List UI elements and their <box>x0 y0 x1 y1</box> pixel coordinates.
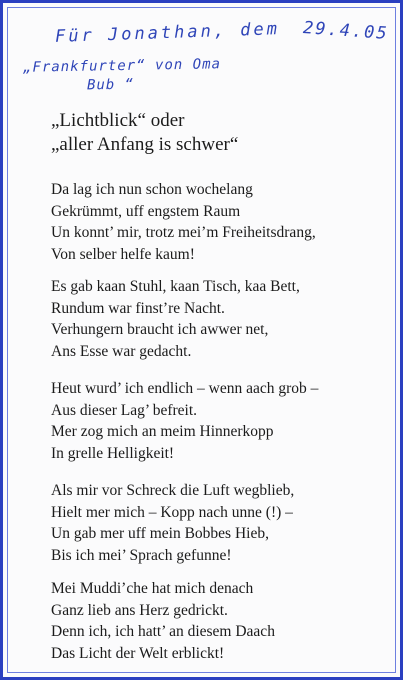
handwritten-dedication-line-2: „Frankfurter“ von Oma <box>22 56 222 76</box>
poem-line: Verhungern braucht ich awwer net, <box>51 321 269 338</box>
poem-line: Hielt mer mich – Kopp nach unne (!) – <box>51 503 293 521</box>
poem-line: Da lag ich nun schon wochelang <box>51 181 253 198</box>
handwritten-dedication-line-3: Bub “ <box>86 76 135 94</box>
poem-line: Es gab kaan Stuhl, kaan Tisch, kaa Bett, <box>51 278 300 295</box>
poem-line: Mei Muddi’che hat mich denach <box>51 580 254 597</box>
stanza-1 <box>51 179 316 265</box>
poem-line: Denn ich, ich hatt’ an diesem Daach <box>51 623 275 640</box>
poem-line: In grelle Helligkeit! <box>51 444 175 462</box>
stanza-4 <box>51 480 294 566</box>
poem-line: Von selber helfe kaum! <box>51 245 195 263</box>
poem-line: Gekrümmt, uff engstem Raum <box>51 202 241 220</box>
poem-line: Un gab mer uff mein Bobbes Hieb, <box>51 525 269 542</box>
poem-line: Rundum war finst’re Nacht. <box>51 299 225 317</box>
poem-line: Als mir vor Schreck die Luft wegblieb, <box>51 482 295 499</box>
poem-line: Ans Esse war gedacht. <box>51 342 192 360</box>
poem-title-line: „Lichtblick“ oder <box>51 110 185 131</box>
handwritten-dedication-line-1: Für Jonathan, dem <box>54 19 281 47</box>
handwritten-date: 29.4.05 <box>302 18 390 44</box>
poem-title-line: „aller Anfang is schwer“ <box>51 134 239 155</box>
poem-line: Heut wurd’ ich endlich – wenn aach grob – <box>51 380 319 397</box>
poem-line: Mer zog mich an meim Hinnerkopp <box>51 423 274 440</box>
stanza-5 <box>51 578 275 664</box>
poem-line: Ganz lieb ans Herz gedrickt. <box>51 601 228 619</box>
poem-title <box>51 109 238 157</box>
stanza-2 <box>51 276 300 362</box>
poem-line: Das Licht der Welt erblickt! <box>51 644 225 662</box>
poem-line: Aus dieser Lag’ befreit. <box>51 401 198 419</box>
poem-line: Bis ich mei’ Sprach gefunne! <box>51 546 232 564</box>
poem-line: Un konnt’ mir, trotz mei’m Freiheitsdrang, <box>51 224 316 241</box>
stanza-3 <box>51 378 318 464</box>
